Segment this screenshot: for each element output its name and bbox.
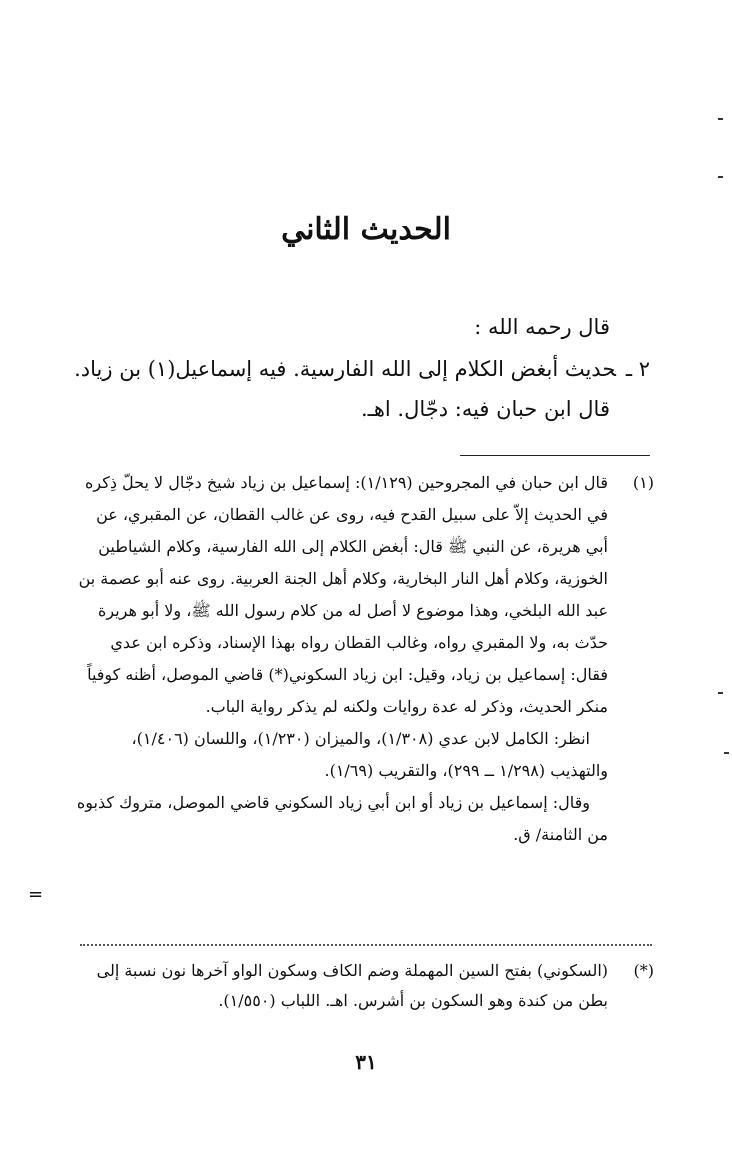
intro-line: قال رحمه الله : xyxy=(474,315,610,339)
page-number: ٣١ xyxy=(355,1050,377,1074)
subnote-marker: (*) xyxy=(633,961,654,980)
footnote-body xyxy=(70,467,608,851)
verdict-line: قال ابن حبان فيه: دجّال. اهـ. xyxy=(361,397,610,421)
page-title: الحديث الثاني xyxy=(281,212,451,247)
footnote xyxy=(70,467,654,851)
subnote-separator xyxy=(80,944,652,946)
footnote-paragraph: انظر: الكامل لابن عدي (١/٣٠٨)، والميزان (١/٢٣٠)، واللسان (١/٤٠٦)، والتهذيب (١/٢٩٨ ــ ٢٩٩)، والتقريب (١/٦٩). xyxy=(131,729,608,780)
footnote-paragraph: وقال: إسماعيل بن زياد أو ابن أبي زياد السكوني قاضي الموصل، متروك كذبوه من الثامنة/ ق. xyxy=(76,793,608,844)
subnote-body: (السكوني) بفتح السين المهملة وضم الكاف وسكون الواو آخرها نون نسبة إلى بطن من كندة وهو السكون بن أشرس. اهـ. اللباب (١/٥٥٠). xyxy=(96,961,608,1010)
scan-edge-mark xyxy=(724,752,729,754)
hadith-text: حديث أبغض الكلام إلى الله الفارسية. فيه إسماعيل(١) بن زياد. xyxy=(74,357,616,381)
scan-edge-mark xyxy=(718,692,723,694)
footnote-paragraph: قال ابن حبان في المجروحين (١/١٢٩): إسماعيل بن زياد شيخ دجّال لا يحلّ ذِكره في الحديث إلاّ على سبيل القدح فيه، روى عن غالب القطان، عن المقبري، عن أبي هريرة، عن النبي ﷺ قال: أبغض الكلام إلى الله الفارسية، وكلام الشياطين الخوزية، وكلام أهل النار البخارية، وكلام أهل الجنة العربية. روى عنه أبو عصمة بن عبد الله البلخي، وهذا موضوع لا أصل له من كلام رسول الله ﷺ، ولا أبو هريرة حدّث به، ولا المقبري رواه، وغالب القطان رواه بهذا الإسناد، وذكره ابن عدي فقال: إسماعيل بن زياد، وقيل: ابن زياد السكوني(*) قاضي الموصل، أظنه كوفياً منكر الحديث، وذكر له عدة روايات ولكنه لم يذكر رواية الباب. xyxy=(78,473,608,716)
margin-mark: = xyxy=(28,884,44,905)
scan-edge-mark xyxy=(718,118,723,120)
footnote-separator xyxy=(460,455,650,456)
hadith-number: ٢ ـ xyxy=(625,357,650,381)
scan-edge-mark xyxy=(718,176,723,178)
hadith-line xyxy=(74,356,650,383)
footnote-marker: (١) xyxy=(632,473,654,492)
subnote xyxy=(70,956,654,1016)
